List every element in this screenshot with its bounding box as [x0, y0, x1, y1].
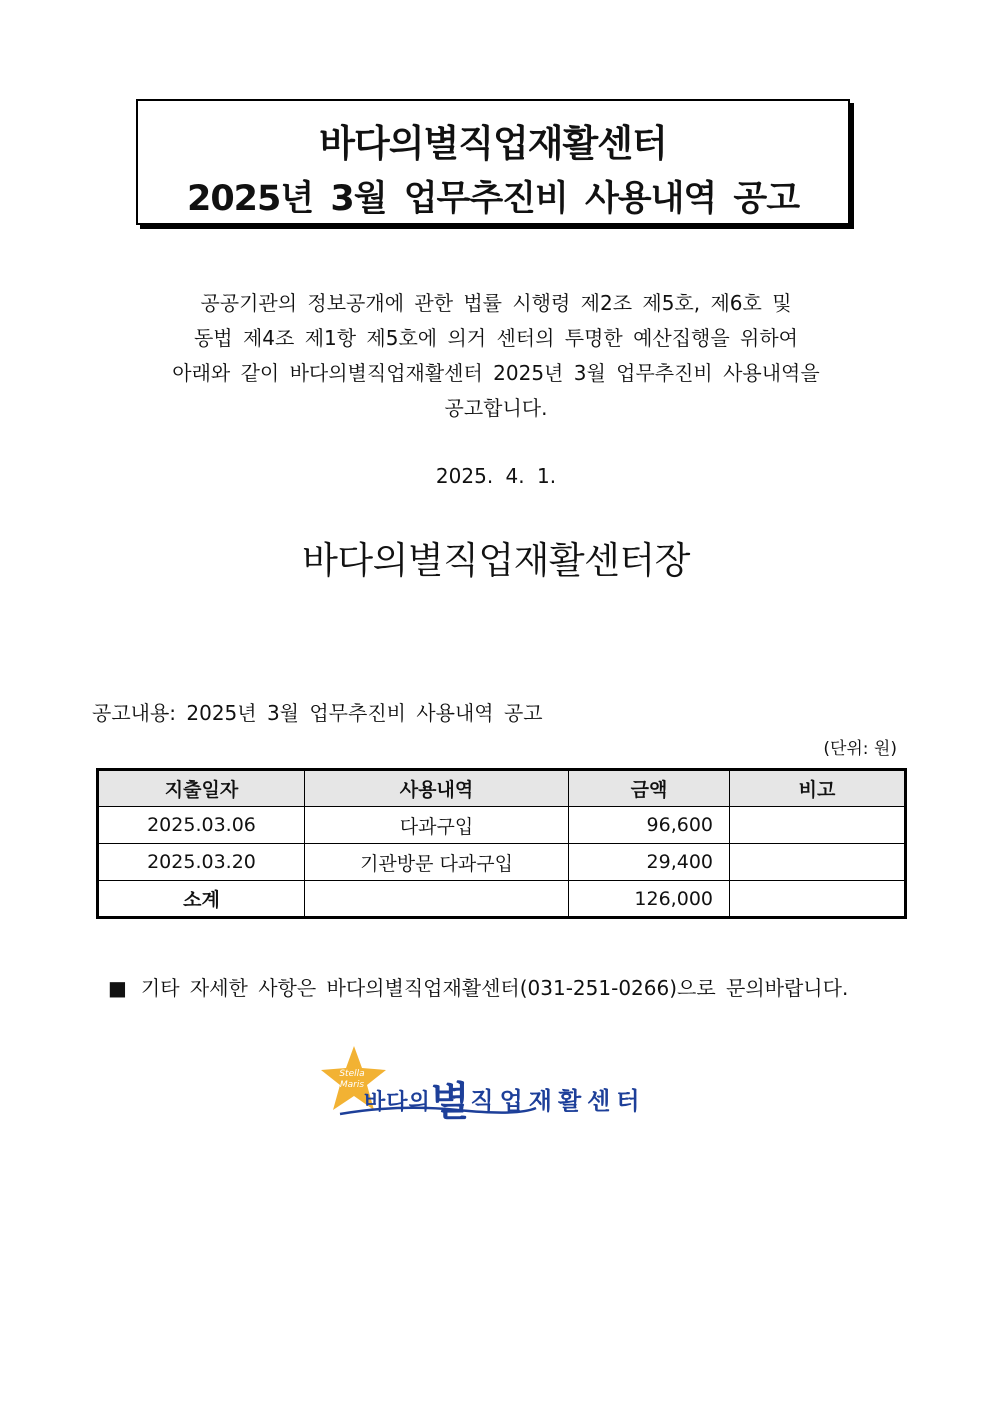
- header-amount: 금액: [569, 770, 730, 807]
- center-logo: [318, 1044, 688, 1126]
- intro-paragraph: [100, 286, 892, 426]
- cell-remarks: [730, 807, 906, 844]
- notice-date: 2025. 4. 1.: [435, 464, 557, 488]
- table-row: [98, 844, 906, 881]
- header-remarks: 비고: [730, 770, 906, 807]
- intro-line: 공공기관의 정보공개에 관한 법률 시행령 제2조 제5호, 제6호 및: [200, 291, 792, 315]
- square-bullet-icon: ■: [108, 976, 127, 1000]
- cell-description: 기관방문 다과구입: [305, 844, 569, 881]
- logo-rest: 직업재활센터: [470, 1087, 646, 1115]
- cell-remarks: [730, 881, 906, 918]
- cell-amount: 29,400: [569, 844, 730, 881]
- intro-line: 공고합니다.: [444, 396, 548, 420]
- unit-label: (단위: 원): [823, 739, 897, 759]
- subtotal-amount: 126,000: [569, 881, 730, 918]
- cell-description: [305, 881, 569, 918]
- contact-text: 기타 자세한 사항은 바다의별직업재활센터(031-251-0266)으로 문의바랍니다.: [140, 976, 849, 1000]
- subtotal-row: [98, 881, 906, 918]
- table-header-row: [98, 770, 906, 807]
- cell-date: 2025.03.06: [98, 807, 305, 844]
- intro-line: 동법 제4조 제1항 제5호에 의거 센터의 투명한 예산집행을 위하여: [193, 326, 799, 350]
- header-date: 지출일자: [98, 770, 305, 807]
- star-text-top: Stella: [339, 1069, 365, 1079]
- title-line1: 바다의별직업재활센터: [319, 122, 667, 165]
- table-row: [98, 807, 906, 844]
- contact-note: [108, 972, 848, 1001]
- star-text-bottom: Maris: [339, 1080, 365, 1090]
- logo-prefix: 바다의: [364, 1090, 431, 1115]
- cell-remarks: [730, 844, 906, 881]
- title-line2: 2025년 3월 업무추진비 사용내역 공고: [186, 179, 800, 219]
- notice-content-label: 공고내용: 2025년 3월 업무추진비 사용내역 공고: [92, 701, 543, 725]
- cell-date: 2025.03.20: [98, 844, 305, 881]
- logo-wordmark: [364, 1070, 646, 1127]
- cell-description: 다과구입: [305, 807, 569, 844]
- signer-title: 바다의별직업재활센터장: [302, 539, 690, 582]
- subtotal-label: 소계: [98, 881, 305, 918]
- logo-big-char: 별: [430, 1079, 471, 1125]
- cell-amount: 96,600: [569, 807, 730, 844]
- title-box: [136, 99, 850, 225]
- expense-table: [96, 768, 907, 919]
- intro-line: 아래와 같이 바다의별직업재활센터 2025년 3월 업무추진비 사용내역을: [172, 361, 820, 385]
- header-description: 사용내역: [305, 770, 569, 807]
